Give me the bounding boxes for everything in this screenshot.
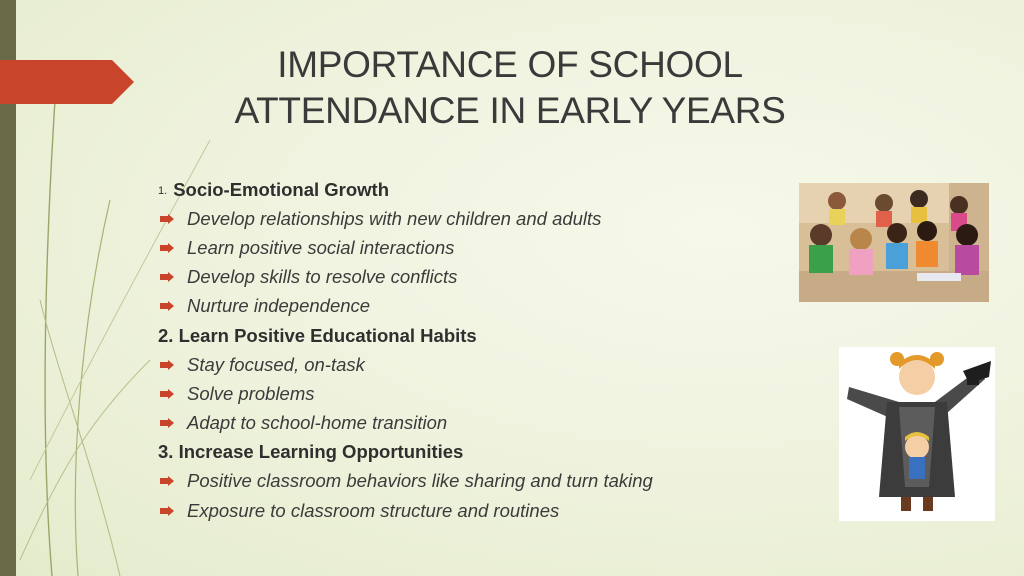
content-list [158, 175, 788, 525]
arrow-bullet-icon [160, 418, 178, 428]
list-item [158, 496, 788, 525]
section-title: Learn Positive Educational Habits [178, 324, 477, 346]
section-heading-2 [158, 321, 788, 350]
deco-line-5 [20, 360, 150, 560]
arrow-bullet-icon [160, 506, 178, 516]
arrow-bullet-icon [160, 214, 178, 224]
bullet-text: Positive classroom behaviors like sharing and turn taking [187, 470, 653, 492]
list-item [158, 204, 788, 233]
bullet-text: Nurture independence [187, 295, 371, 317]
bullet-text: Exposure to classroom structure and routines [187, 499, 560, 521]
arrow-bullet-icon [160, 360, 178, 370]
list-item [158, 467, 788, 496]
title-accent-arrow [0, 60, 135, 104]
section-number: 1. [158, 184, 168, 197]
bullet-text: Adapt to school-home transition [187, 412, 448, 434]
list-item [158, 379, 788, 408]
bullet-text: Develop relationships with new children and adults [187, 207, 602, 229]
bullet-text: Develop skills to resolve conflicts [187, 266, 458, 288]
bullet-text: Solve problems [187, 382, 315, 404]
graduate-child-clipart [839, 347, 995, 521]
bullet-text: Learn positive social interactions [187, 236, 455, 258]
section-heading-3 [158, 438, 788, 467]
list-item [158, 233, 788, 262]
list-item [158, 409, 788, 438]
arrow-bullet-icon [160, 243, 178, 253]
section-heading-1 [158, 175, 788, 204]
bullet-text: Stay focused, on-task [187, 353, 365, 375]
slide-title [170, 42, 850, 134]
list-item [158, 263, 788, 292]
arrow-bullet-icon [160, 476, 178, 486]
title-line-2: ATTENDANCE IN EARLY YEARS [234, 90, 786, 131]
section-title: Socio-Emotional Growth [173, 178, 390, 200]
section-number: 3. [158, 441, 174, 463]
list-item [158, 350, 788, 379]
children-classroom-photo [799, 183, 989, 302]
arrow-bullet-icon [160, 272, 178, 282]
arrow-bullet-icon [160, 301, 178, 311]
list-item [158, 292, 788, 321]
deco-line-3 [40, 300, 120, 576]
section-title: Increase Learning Opportunities [178, 441, 464, 463]
section-number: 2. [158, 324, 174, 346]
title-line-1: IMPORTANCE OF SCHOOL [277, 44, 743, 85]
arrow-bullet-icon [160, 389, 178, 399]
